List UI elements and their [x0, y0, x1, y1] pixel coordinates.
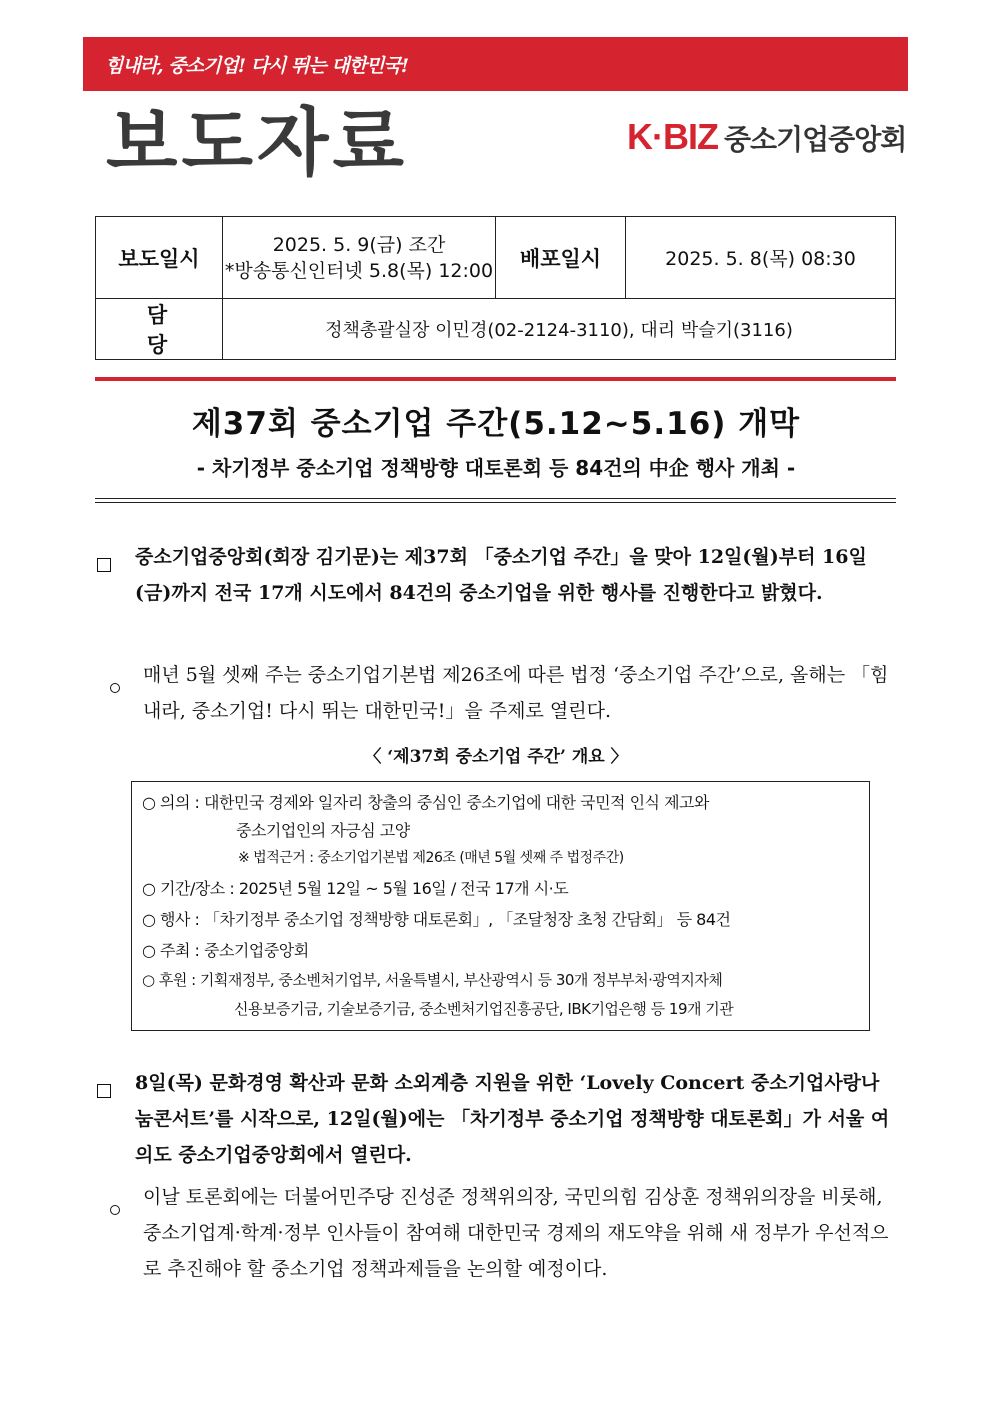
overview-line-sponsor-cont: 신용보증기금, 기술보증기금, 중소벤처기업진흥공단, IBK기업은행 등 19개 기관 — [234, 1000, 734, 1018]
overview-line-legal-basis: ※ 법적근거 : 중소기업기본법 제26조 (매년 5월 셋째 주 법정주간) — [238, 850, 624, 866]
slogan-text: 힘내라, 중소기업! 다시 뛰는 대한민국! — [105, 55, 409, 77]
paragraph-main-2-text: 8일(목) 문화경영 확산과 문화 소외계층 지원을 위한 ‘Lovely Concert 중소기업사랑나눔콘서트’를 시작으로, 12일(월)에는 「차기정부 중소기업 정책방향 대토론회」가 서울 여의도 중소기업중앙회에서 열린다. — [135, 1072, 890, 1166]
paragraph-main-2 — [97, 1065, 897, 1173]
contact-label: 담 당 — [96, 299, 223, 360]
overview-line-purpose-cont: 중소기업인의 자긍심 고양 — [236, 821, 410, 840]
square-bullet-icon — [97, 1074, 111, 1110]
circle-bullet-icon — [110, 669, 120, 705]
headline: 제37회 중소기업 주간(5.12~5.16) 개막 — [191, 406, 801, 442]
release-date-label: 보도일시 — [96, 217, 223, 299]
paragraph-sub-2 — [110, 1179, 897, 1287]
paragraph-main-1 — [97, 539, 897, 611]
paragraph-sub-1 — [110, 657, 897, 729]
paragraph-sub-1-text: 매년 5월 셋째 주는 중소기업기본법 제26조에 따른 법정 ‘중소기업 주간’으로, 올해는 「힘내라, 중소기업! 다시 뛰는 대한민국!」을 주제로 열린다. — [143, 664, 889, 722]
overview-line-host: ○ 주최 : 중소기업중앙회 — [142, 941, 309, 960]
overview-line-purpose: ○ 의의 : 대한민국 경제와 일자리 창출의 중심인 중소기업에 대한 국민적 인식 제고와 — [142, 793, 709, 812]
distribution-date-value: 2025. 5. 8(목) 08:30 — [626, 217, 896, 299]
overview-line-sponsor: ○ 후원 : 기획재정부, 중소벤처기업부, 서울특별시, 부산광역시 등 30개 정부부처·광역지자체 — [142, 971, 723, 989]
release-date-note: *방송통신인터넷 5.8(목) 12:00 — [224, 259, 494, 282]
slogan-banner — [83, 37, 908, 91]
contact-value: 정책총괄실장 이민경(02-2124-3110), 대리 박슬기(3116) — [223, 299, 896, 360]
page-title: 보도자료 — [106, 100, 408, 186]
overview-caption: 〈 ‘제37회 중소기업 주간’ 개요 〉 — [364, 747, 628, 767]
subheadline: - 차기정부 중소기업 정책방향 대토론회 등 84건의 中企 행사 개최 - — [196, 456, 796, 480]
paragraph-main-1-text: 중소기업중앙회(회장 김기문)는 제37회 「중소기업 주간」을 맞아 12일(월)부터 16일(금)까지 전국 17개 시도에서 84건의 중소기업을 위한 행사를 진행한다고 밝혔다. — [135, 546, 867, 604]
square-bullet-icon — [97, 548, 111, 584]
overview-line-period: ○ 기간/장소 : 2025년 5월 12일 ~ 5월 16일 / 전국 17개 시·도 — [142, 879, 569, 898]
kbiz-logo — [627, 117, 906, 164]
distribution-date-label: 배포일시 — [496, 217, 626, 299]
circle-bullet-icon — [110, 1191, 120, 1227]
release-date-cell — [223, 217, 496, 299]
release-date-value: 2025. 5. 9(금) 조간 — [272, 233, 446, 256]
kbiz-logo-name: 중소기업중앙회 — [723, 123, 907, 156]
overview-line-events: ○ 행사 : 「차기정부 중소기업 정책방향 대토론회」, 「조달청장 초청 간담회」 등 84건 — [142, 910, 731, 929]
overview-box — [131, 781, 870, 1031]
red-divider — [95, 377, 896, 381]
paragraph-sub-2-text: 이날 토론회에는 더불어민주당 진성준 정책위의장, 국민의힘 김상훈 정책위의장을 비롯해, 중소기업계·학계·정부 인사들이 참여해 대한민국 경제의 재도약을 위해 새 정부가 우선적으로 추진해야 할 중소기업 정책과제들을 논의할 예정이다. — [143, 1186, 889, 1280]
kbiz-logo-mark: K·BIZ — [627, 116, 718, 157]
double-divider — [95, 498, 896, 503]
release-info-table — [95, 216, 896, 360]
